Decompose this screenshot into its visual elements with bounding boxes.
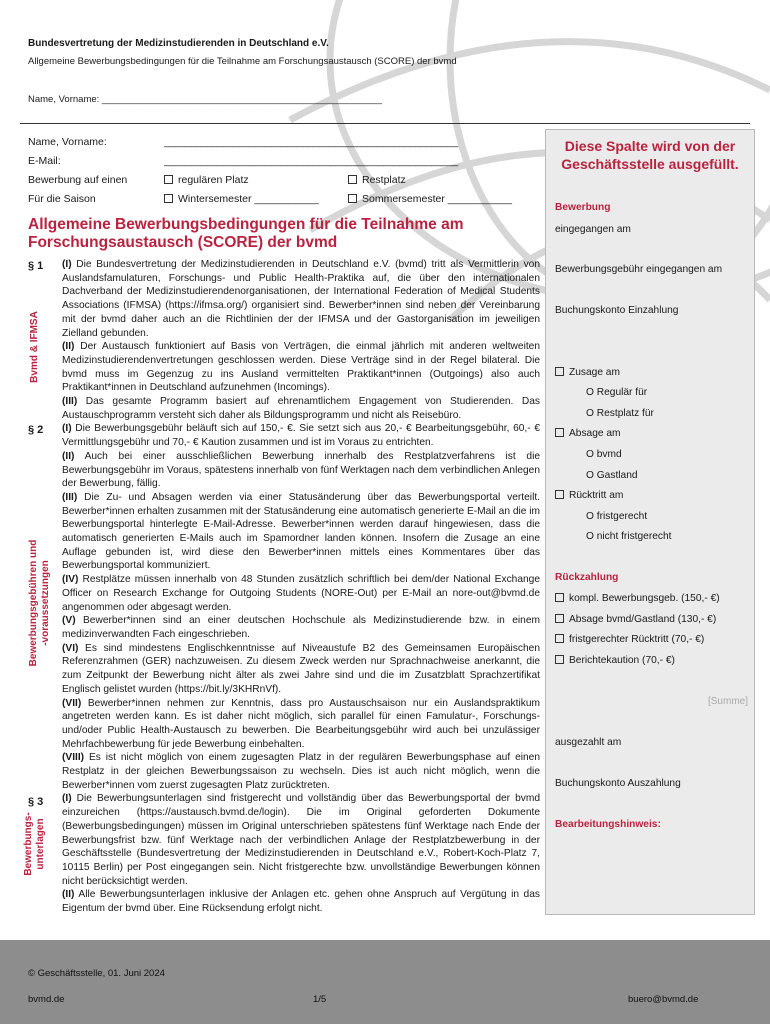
section-2-paragraph-1 <box>62 422 540 449</box>
withdrawal-checkbox[interactable] <box>555 490 623 501</box>
email-field[interactable]: _______________________________________________________ <box>164 155 458 167</box>
paragraph-text: Es sind mindestens Englischkenntnisse auf Niveaustufe B2 des Gemeinsamen Europäischen Referenzrahmen (GER) nachzuweisen. Zu diesem Zweck werden nur Sprachnachweise anerkannt, die zum Zeitpunkt der Bewerbung nicht älter als zwei Jahre sind und die im Zusatzblatt Sprachzertifikat Englisch gelistet wurden (https://bit.ly/3KHRnVf). <box>62 642 540 695</box>
refund-deposit-checkbox[interactable] <box>555 655 675 666</box>
refund-timely-checkbox[interactable] <box>555 634 704 645</box>
paragraph-text: Die Bewerbungsunterlagen sind fristgerecht und vollständig über das Bewerbungsportal der bvmd einzureichen (https://austausch.bvmd.de/login). Die im Original geforderten Dokumente (Bewerbungsbedingungen) müssen im Original unterschrieben spätestens fünf Werktage nach Ende der Bewerbungsfrist bzw. fünf Werktage nach der verbindlichen Anlage der Restplatzbewerbung in der Geschäftsstelle (Bundesvertretung der Medizinstudierenden in Deutschland e.V., Robert-Koch-Platz 7, 10115 Berlin) per Post eingegangen sein. Nicht fristgerechte bzw. unvollständige Bewerbungen können nicht berücksichtigt werden. <box>62 793 540 887</box>
winter-semester-label: Wintersemester ___________ <box>178 193 319 205</box>
section-2-paragraph-4 <box>62 573 540 614</box>
rest-place-checkbox[interactable] <box>348 174 406 186</box>
checkbox-icon <box>555 428 564 437</box>
refund-deposit-label: Berichtekaution (70,- €) <box>569 655 675 666</box>
refund-full-checkbox[interactable] <box>555 593 720 604</box>
conditions-body <box>62 258 540 916</box>
paragraph-text: Die Bewerbungsgebühr beläuft sich auf 150,- €. Sie setzt sich aus 20,- € Bearbeitungsgebühr, 60,- € Vermittlungsgebühr und 70,- € Kaution zusammen und ist im Voraus zu entrichten. <box>62 423 540 449</box>
checkbox-icon <box>348 175 357 184</box>
header-name-line: Name, Vorname: _____________________________________________________ <box>28 94 382 105</box>
paragraph-number: (III) <box>62 396 78 408</box>
paragraph-text: Es ist nicht möglich von einem zugesagten Platz in der regulären Bewerbungsphase auf einen Restplatz in der gleichen Bewerbungssaison zu wechseln. Dies ist auch nicht möglich, wenn die Bewerber*innen vom zuerst zugesagten Platz zurücktreten. <box>62 752 540 791</box>
section-2-paragraph-5 <box>62 614 540 641</box>
bvmd-option[interactable]: O bvmd <box>586 449 622 460</box>
section-1-sidebar-label: Bvmd & IFMSA <box>29 311 40 383</box>
paragraph-number: (II) <box>62 450 75 462</box>
paragraph-text: Alle Bewerbungsunterlagen inklusive der Anlagen etc. gehen ohne Anspruch auf Vergütung in das Eigentum der bvmd über. Eine Rücksendung erfolgt nicht. <box>62 889 540 915</box>
form-row-name <box>28 136 538 155</box>
name-field[interactable]: _______________________________________________________ <box>164 136 458 148</box>
form-row-application <box>28 174 538 193</box>
paragraph-number: (IV) <box>62 574 79 586</box>
application-label: Bewerbung auf einen <box>28 174 128 186</box>
checkbox-icon <box>555 634 564 643</box>
host-country-option[interactable]: O Gastland <box>586 470 638 481</box>
summer-semester-checkbox[interactable] <box>348 193 512 205</box>
regular-place-checkbox[interactable] <box>164 174 249 186</box>
processing-note-label: Bearbeitungshinweis: <box>555 819 661 830</box>
regular-place-label: regulären Platz <box>178 174 249 186</box>
acceptance-label: Zusage am <box>569 367 620 378</box>
account-in-field[interactable]: Buchungskonto Einzahlung <box>555 305 679 316</box>
section-3-sidebar-line-2: unterlagen <box>35 818 46 870</box>
paragraph-text: Restplätze müssen innerhalb von 48 Stunden zusätzlich schriftlich bei dem/der National Exchange Officer on Research Exchange for Outgoing Students (NORE-Out) per E-Mail an nore-out@bvmd.de angenommen oder abgesagt werden. <box>62 574 540 613</box>
paragraph-text: Das gesamte Programm basiert auf ehrenamtlichem Engagement von Studierenden. Das Austauschprogramm versteht sich daher als Bildungsprogramm und nicht als Reisebüro. <box>62 396 540 421</box>
header-organization: Bundesvertretung der Medizinstudierenden in Deutschland e.V. <box>28 38 329 49</box>
paid-out-field[interactable]: ausgezahlt am <box>555 737 622 748</box>
fee-received-field[interactable]: Bewerbungsgebühr eingegangen am <box>555 264 723 275</box>
email-label: E-Mail: <box>28 155 61 167</box>
checkbox-icon <box>348 194 357 203</box>
section-3-sidebar-line-1: Bewerbungs- <box>23 812 34 876</box>
paragraph-text: Die Bundesvertretung der Medizinstudierenden in Deutschland e.V. (bvmd) tritt als Vermittlerin von Auslandsfamulaturen, Forschungs- und Public Health-Praktika auf, die über den internationalen Dachverband der Medizinstudierendenorganisationen, der International Federation of Medical Students Associations (IFMSA) (https://ifmsa.org/) organisiert sind. Bewerber*innen sind neben der Vereinbarung mit der bvmd daher auch an die Richtlinien der der IFMSA und der Gastorganisation im jeweiligen Zielland gebunden. <box>62 259 540 339</box>
section-2-sidebar-line-1: Bewerbungsgebühren und <box>28 539 39 667</box>
paragraph-text: Auch bei einer ausschließlichen Bewerbung innerhalb des Restplatzverfahrens ist die Bewerbungsgebühr im Voraus, spätestens innerhalb von fünf Werktagen nach dem verbindlichen Anlegen der Bewerbung, fällig. <box>62 450 540 490</box>
section-3-number: § 3 <box>28 796 44 808</box>
paragraph-number: (III) <box>62 491 78 503</box>
section-2-paragraph-7 <box>62 697 540 752</box>
acceptance-checkbox[interactable] <box>555 367 620 378</box>
checkbox-icon <box>555 655 564 664</box>
footer-email-link[interactable]: buero@bvmd.de <box>628 994 699 1005</box>
paragraph-number: (VIII) <box>62 752 85 764</box>
paragraph-number: (VII) <box>62 697 82 709</box>
checkbox-icon <box>555 490 564 499</box>
regular-for-option[interactable]: O Regulär für <box>586 387 648 398</box>
paragraph-number: (II) <box>62 889 75 901</box>
sum-field[interactable]: [Summe] <box>707 696 748 707</box>
summer-semester-label: Sommersemester ___________ <box>362 193 513 205</box>
paragraph-text: Bewerber*innen sind an einer deutschen Hochschule als Medizinstudierende bzw. in einem medizinverwandten Fach eingeschrieben. <box>62 615 540 640</box>
section-2-sidebar-line-2: -voraussetzungen <box>40 560 51 646</box>
footer-website-link[interactable]: bvmd.de <box>28 994 65 1005</box>
paragraph-number: (V) <box>62 615 76 627</box>
section-2-paragraph-8 <box>62 751 540 792</box>
refund-full-label: kompl. Bewerbungsgeb. (150,- €) <box>569 593 720 604</box>
rejection-checkbox[interactable] <box>555 428 621 439</box>
section-2-paragraph-2 <box>62 450 540 491</box>
season-label: Für die Saison <box>28 193 96 205</box>
refund-rejection-checkbox[interactable] <box>555 614 716 625</box>
paragraph-text: Die Zu- und Absagen werden via einer Statusänderung über das Bewerbungsportal verteilt. Bewerber*innen erhalten zusammen mit der Statusänderung eine automatisch generierte E-Mail an die im Bewerbungsportal hinterlegte E-Mail-Adresse. Bewerber*innen werden darauf hingewiesen, dass die automatisch generierten E-Mails auch im Spamordner landen können. Insofern die Zusage an eine Auflage gebunden ist, wird diese den Bewerber*innen mittels eines Kommentares über das Bewerbungsportal kommuniziert. <box>62 491 540 572</box>
section-3-paragraph-1 <box>62 792 540 888</box>
paragraph-number: (I) <box>62 793 72 805</box>
section-3-sidebar-label <box>23 799 47 889</box>
applicant-form <box>28 136 538 212</box>
refund-heading: Rückzahlung <box>555 572 619 583</box>
checkbox-icon <box>555 614 564 623</box>
section-2-sidebar-label <box>28 513 52 693</box>
document-title: Allgemeine Bewerbungsbedingungen für die Teilnahme am Forschungsaustausch (SCORE) der bvmd <box>28 216 464 251</box>
section-3-paragraph-2 <box>62 888 540 915</box>
section-1-number: § 1 <box>28 260 44 272</box>
application-heading: Bewerbung <box>555 202 611 213</box>
withdrawal-label: Rücktritt am <box>569 490 624 501</box>
refund-rejection-label: Absage bvmd/Gastland (130,- €) <box>569 614 717 625</box>
office-column-title: Diese Spalte wird von der Geschäftsstelle ausgefüllt. <box>561 138 739 172</box>
account-out-field[interactable]: Buchungskonto Auszahlung <box>555 778 681 789</box>
section-1-paragraph-1 <box>62 258 540 340</box>
section-2-paragraph-6 <box>62 642 540 697</box>
name-label: Name, Vorname: <box>28 136 107 148</box>
office-column <box>545 129 755 915</box>
header-subtitle: Allgemeine Bewerbungsbedingungen für die Teilnahme am Forschungsaustausch (SCORE) der bvmd <box>28 56 457 67</box>
form-row-email <box>28 155 538 174</box>
checkbox-icon <box>164 175 173 184</box>
form-row-season <box>28 193 538 212</box>
paragraph-number: (I) <box>62 423 72 435</box>
received-on-field[interactable]: eingegangen am <box>555 224 631 235</box>
checkbox-icon <box>164 194 173 203</box>
checkbox-icon <box>555 367 564 376</box>
section-2-paragraph-3 <box>62 491 540 573</box>
page-footer <box>0 940 770 1024</box>
on-time-option[interactable]: O fristgerecht <box>586 511 648 522</box>
late-option[interactable]: O nicht fristgerecht <box>586 531 672 542</box>
paragraph-text: Bewerber*innen nehmen zur Kenntnis, dass pro Austauschsaison nur ein Auslandspraktikum angetreten werden kann. Es ist daher nicht möglich, sich parallel für einen Famulatur-, Forschungs- und/oder Public Health-Austausch zu bewerben. Die Bearbeitungsgebühr wird auch bei unzulässiger Mehrfachbewerbung für jede Bewerbung einbehalten. <box>62 697 540 750</box>
paragraph-number: (II) <box>62 341 75 353</box>
footer-copyright: © Geschäftsstelle, 01. Juni 2024 <box>28 968 165 979</box>
checkbox-icon <box>555 593 564 602</box>
refund-timely-label: fristgerechter Rücktritt (70,- €) <box>569 634 705 645</box>
paragraph-number: (I) <box>62 259 72 270</box>
footer-page-number: 1/5 <box>313 994 327 1005</box>
rest-place-label: Restplatz <box>362 174 406 186</box>
paragraph-text: Der Austausch funktioniert auf Basis von Verträgen, die einmal jährlich mit anderen weltweiten Medizinstudierendenvertretungen geschlossen werden. Diese Verträge sind in der Regel bilateral. Die bvmd muss im Gegenzug zu ins Ausland vermittelten Praktikant*innen (Outgoings) also auch Praktikant*innen in Deutschland aufzunehmen (Incomings). <box>62 341 540 394</box>
winter-semester-checkbox[interactable] <box>164 193 319 205</box>
header-divider <box>20 123 750 124</box>
rest-for-option[interactable]: O Restplatz für <box>586 408 654 419</box>
paragraph-number: (VI) <box>62 642 79 654</box>
rejection-label: Absage am <box>569 428 621 439</box>
section-2-number: § 2 <box>28 424 44 436</box>
section-1-paragraph-2 <box>62 340 540 395</box>
section-1-paragraph-3 <box>62 395 540 422</box>
